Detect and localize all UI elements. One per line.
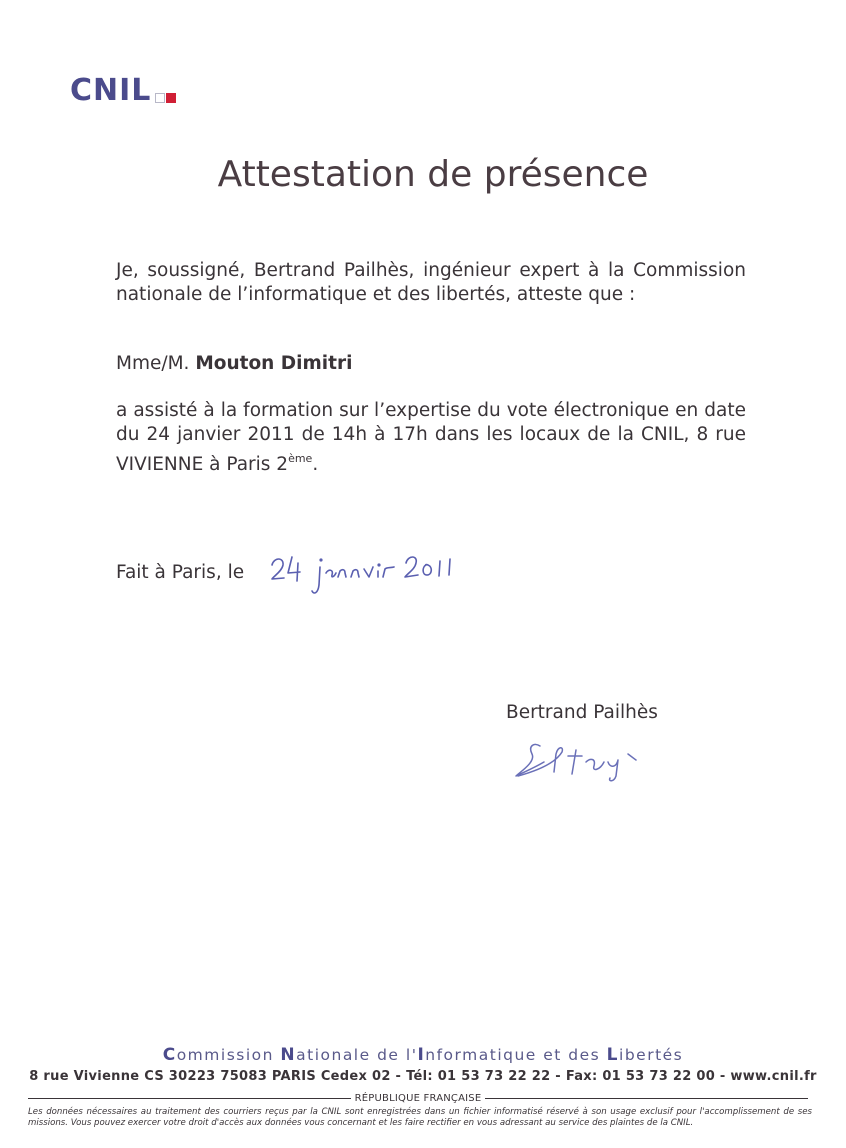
statement-text: a assisté à la formation sur l’expertise du vote électronique en date du 24 janvier 2011 de 14h à 17h dans les locaux de la CNIL, 8 rue VIVIENNE à Paris 2 [116, 400, 746, 475]
logo-text: CNIL [70, 73, 152, 108]
place-date-label: Fait à Paris, le [116, 562, 245, 583]
logo-squares-icon [154, 93, 176, 103]
footer-address: 8 rue Vivienne CS 30223 75083 PARIS Cedex 02 - Tél: 01 53 73 22 22 - Fax: 01 53 73 22 00 - www.cnil.fr [29, 1069, 817, 1084]
attendee-line [116, 352, 746, 376]
statement-paragraph [116, 399, 746, 477]
statement-end: . [312, 454, 319, 475]
divider-left [28, 1098, 351, 1099]
attendee-name: Mouton Dimitri [195, 353, 353, 374]
footer-legal-notice: Les données nécessaires au traitement des courriers reçus par la CNIL sont enregistrées dans un fichier informatisé réservé à son usage exclusif pour l'accomplissement de ses missions. Vous pouvez exercer votre droit d'accès aux données vous concernant et les faire rectifier en vous adressant au service des plaintes de la CNIL. [28, 1107, 812, 1128]
republique-label: RÉPUBLIQUE FRANÇAISE [354, 1092, 482, 1104]
footer-organization: Commission Nationale de l'Informatique et des Libertés [162, 1045, 684, 1065]
cnil-logo [70, 72, 176, 106]
statement-superscript: ème [288, 452, 313, 465]
handwritten-signature [510, 732, 680, 792]
document-title: Attestation de présence [217, 154, 649, 195]
handwritten-date [268, 543, 478, 603]
republique-row [28, 1090, 808, 1106]
divider-right [485, 1098, 808, 1099]
attendee-prefix: Mme/M. [116, 353, 190, 374]
intro-paragraph: Je, soussigné, Bertrand Pailhès, ingénieur expert à la Commission nationale de l’informatique et des libertés, atteste que : [116, 260, 746, 305]
signatory-name: Bertrand Pailhès [506, 702, 658, 723]
